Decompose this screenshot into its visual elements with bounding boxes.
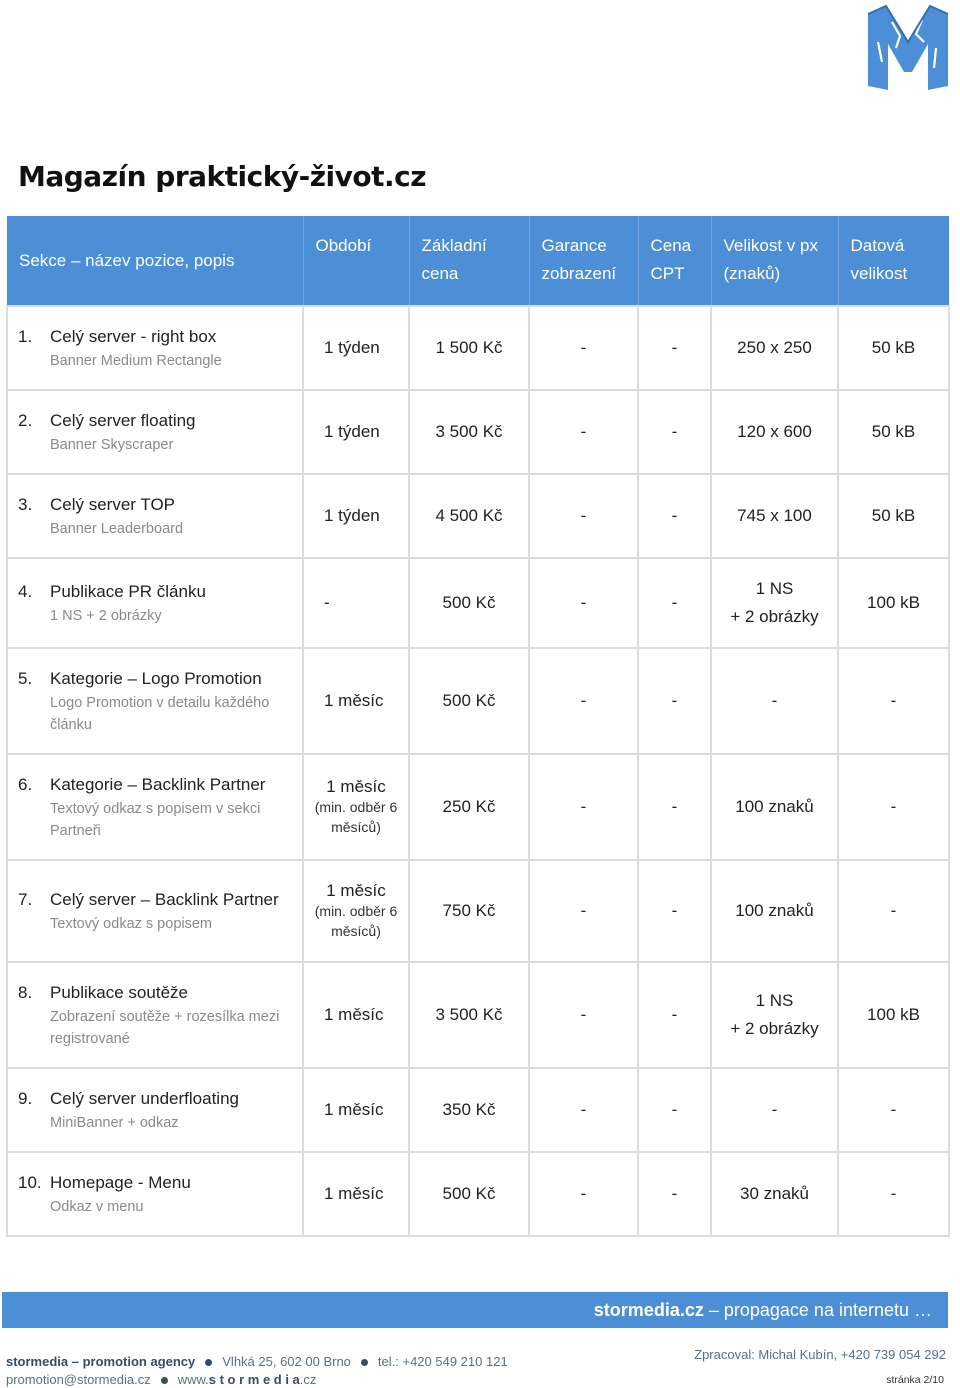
cell-period: 1 měsíc — [303, 962, 409, 1068]
cell-price: 500 Kč — [409, 1152, 529, 1236]
row-description — [7, 754, 303, 860]
row-subtitle: Textový odkaz s popisem — [50, 916, 212, 932]
row-number: 9. — [18, 1089, 33, 1108]
stormedia-logo-icon — [862, 2, 954, 94]
cell-size: 100 znaků — [711, 754, 838, 860]
cell-guarantee: - — [529, 754, 638, 860]
cell-period: 1 měsíc — [303, 648, 409, 754]
cell-period: 1 měsíc (min. odběr 6 měsíců) — [303, 860, 409, 962]
cell-period: 1 měsíc (min. odběr 6 měsíců) — [303, 754, 409, 860]
row-number: 1. — [18, 327, 33, 346]
row-name: Kategorie – Logo Promotion — [50, 669, 262, 688]
cell-size: 1 NS + 2 obrázky — [711, 962, 838, 1068]
footer-bar — [2, 1292, 948, 1328]
column-header-4: Cena CPT — [638, 216, 711, 306]
footer-email[interactable]: promotion@stormedia.cz — [6, 1372, 151, 1387]
row-number: 10. — [18, 1173, 42, 1192]
footer-brand — [594, 1300, 932, 1321]
row-description — [7, 390, 303, 474]
bullet-icon — [205, 1359, 212, 1366]
cell-size: 100 znaků — [711, 860, 838, 962]
page-number: stránka 2/10 — [886, 1374, 944, 1386]
table-row — [7, 390, 949, 474]
column-header-6: Datová velikost — [838, 216, 949, 306]
page-title: Magazín praktický-život.cz — [18, 160, 427, 193]
row-subtitle: Banner Leaderboard — [50, 521, 184, 537]
column-header-1: Období — [303, 216, 409, 306]
table-body — [7, 306, 949, 1236]
row-number: 8. — [18, 983, 33, 1002]
cell-price: 3 500 Kč — [409, 962, 529, 1068]
cell-guarantee: - — [529, 1068, 638, 1152]
footer-brand-tagline: – propagace na internetu … — [703, 1300, 932, 1320]
bullet-icon — [361, 1359, 368, 1366]
cell-price: 500 Kč — [409, 558, 529, 648]
table-row — [7, 558, 949, 648]
row-subtitle: 1 NS + 2 obrázky — [50, 608, 162, 624]
column-header-5: Velikost v px (znaků) — [711, 216, 838, 306]
period-note: (min. odběr 6 měsíců) — [314, 799, 398, 835]
row-number: 6. — [18, 775, 33, 794]
bullet-icon — [161, 1377, 168, 1384]
cell-cpt: - — [638, 1068, 711, 1152]
row-name: Publikace soutěže — [50, 983, 188, 1002]
table-row — [7, 306, 949, 390]
cell-cpt: - — [638, 860, 711, 962]
cell-cpt: - — [638, 648, 711, 754]
cell-data-size: - — [838, 754, 949, 860]
row-description — [7, 962, 303, 1068]
footer-phone: tel.: +420 549 210 121 — [377, 1354, 508, 1369]
row-description — [7, 860, 303, 962]
table-row — [7, 860, 949, 962]
table-header-row — [7, 216, 949, 306]
cell-period: 1 měsíc — [303, 1152, 409, 1236]
row-name: Publikace PR článku — [50, 582, 206, 601]
row-name: Homepage - Menu — [50, 1173, 191, 1192]
row-subtitle: Zobrazení soutěže + rozesílka mezi registrované — [50, 1009, 280, 1047]
cell-cpt: - — [638, 390, 711, 474]
cell-price: 250 Kč — [409, 754, 529, 860]
footer-brand-name: stormedia.cz — [593, 1300, 704, 1320]
column-header-2: Základní cena — [409, 216, 529, 306]
row-name: Celý server - right box — [50, 327, 217, 346]
table-row — [7, 1068, 949, 1152]
cell-period: 1 měsíc — [303, 1068, 409, 1152]
cell-data-size: - — [838, 648, 949, 754]
cell-data-size: - — [838, 1152, 949, 1236]
row-description — [7, 1152, 303, 1236]
footer-agency: stormedia – promotion agency — [6, 1354, 196, 1369]
cell-cpt: - — [638, 474, 711, 558]
cell-period: 1 týden — [303, 390, 409, 474]
cell-data-size: 50 kB — [838, 390, 949, 474]
footer-prepared-by: Zpracoval: Michal Kubín, +420 739 054 292 — [694, 1347, 946, 1362]
cell-period: - — [303, 558, 409, 648]
row-number: 5. — [18, 669, 33, 688]
cell-data-size: 100 kB — [838, 962, 949, 1068]
table-row — [7, 648, 949, 754]
cell-guarantee: - — [529, 390, 638, 474]
cell-guarantee: - — [529, 474, 638, 558]
cell-data-size: 50 kB — [838, 474, 949, 558]
row-subtitle: Textový odkaz s popisem v sekci Partneři — [50, 801, 261, 839]
footer-address: Vlhká 25, 602 00 Brno — [222, 1354, 351, 1369]
cell-price: 350 Kč — [409, 1068, 529, 1152]
row-number: 7. — [18, 890, 33, 909]
table-row — [7, 754, 949, 860]
row-description — [7, 558, 303, 648]
row-name: Kategorie – Backlink Partner — [50, 775, 266, 794]
period-note: (min. odběr 6 měsíců) — [314, 903, 398, 939]
cell-price: 750 Kč — [409, 860, 529, 962]
cell-guarantee: - — [529, 306, 638, 390]
cell-cpt: - — [638, 754, 711, 860]
cell-size: 30 znaků — [711, 1152, 838, 1236]
row-name: Celý server – Backlink Partner — [50, 890, 279, 909]
row-subtitle: Logo Promotion v detailu každého článku — [50, 695, 270, 733]
row-description — [7, 474, 303, 558]
cell-period: 1 týden — [303, 474, 409, 558]
row-name: Celý server floating — [50, 411, 196, 430]
cell-size: 250 x 250 — [711, 306, 838, 390]
cell-size: 745 x 100 — [711, 474, 838, 558]
cell-cpt: - — [638, 1152, 711, 1236]
price-table — [6, 216, 950, 1237]
footer-contact-line-2 — [6, 1372, 316, 1387]
table-row — [7, 474, 949, 558]
cell-guarantee: - — [529, 648, 638, 754]
cell-data-size: 50 kB — [838, 306, 949, 390]
cell-size: - — [711, 1068, 838, 1152]
cell-guarantee: - — [529, 1152, 638, 1236]
cell-size: 1 NS + 2 obrázky — [711, 558, 838, 648]
row-description — [7, 648, 303, 754]
table-row — [7, 962, 949, 1068]
cell-guarantee: - — [529, 558, 638, 648]
cell-price: 1 500 Kč — [409, 306, 529, 390]
row-subtitle: Banner Medium Rectangle — [50, 353, 222, 369]
cell-cpt: - — [638, 306, 711, 390]
row-description — [7, 306, 303, 390]
row-number: 2. — [18, 411, 33, 430]
column-header-3: Garance zobrazení — [529, 216, 638, 306]
row-name: Celý server TOP — [50, 495, 176, 514]
cell-price: 3 500 Kč — [409, 390, 529, 474]
cell-cpt: - — [638, 558, 711, 648]
cell-price: 500 Kč — [409, 648, 529, 754]
cell-size: - — [711, 648, 838, 754]
footer-web[interactable]: www.s t o r m e d i a.cz — [177, 1372, 317, 1387]
row-subtitle: MiniBanner + odkaz — [50, 1115, 179, 1131]
footer-contact-line-1 — [6, 1354, 508, 1369]
row-name: Celý server underfloating — [50, 1089, 239, 1108]
cell-cpt: - — [638, 962, 711, 1068]
cell-data-size: - — [838, 1068, 949, 1152]
table-row — [7, 1152, 949, 1236]
row-description — [7, 1068, 303, 1152]
column-header-0: Sekce – název pozice, popis — [7, 216, 303, 306]
row-number: 4. — [18, 582, 33, 601]
row-number: 3. — [18, 495, 33, 514]
row-subtitle: Banner Skyscraper — [50, 437, 174, 453]
row-subtitle: Odkaz v menu — [50, 1199, 144, 1215]
cell-guarantee: - — [529, 860, 638, 962]
cell-period: 1 týden — [303, 306, 409, 390]
cell-data-size: - — [838, 860, 949, 962]
cell-data-size: 100 kB — [838, 558, 949, 648]
cell-guarantee: - — [529, 962, 638, 1068]
cell-size: 120 x 600 — [711, 390, 838, 474]
cell-price: 4 500 Kč — [409, 474, 529, 558]
